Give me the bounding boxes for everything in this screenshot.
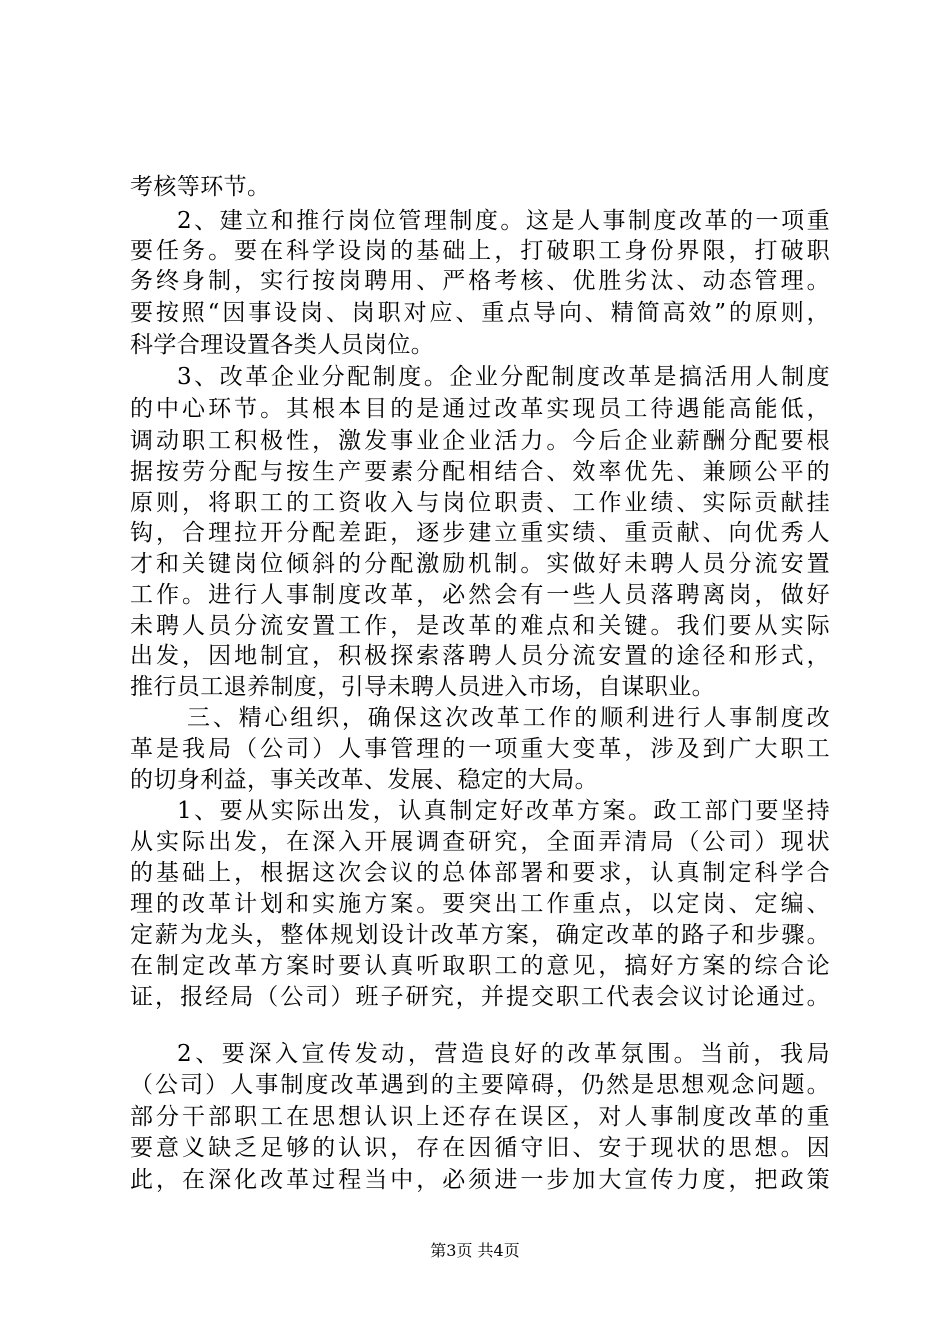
text-line: 工作。进行人事制度改革，必然会有一些人员落聘离岗，做好 xyxy=(130,582,830,608)
text-line: 的中心环节。其根本目的是通过改革实现员工待遇能高能低， xyxy=(130,396,830,422)
text-line: 证，报经局（公司）班子研究，并提交职工代表会议讨论通过。 xyxy=(130,984,830,1010)
page-footer: 第3页 共4页 xyxy=(430,1241,520,1260)
text-line: 3、改革企业分配制度。企业分配制度改革是搞活用人制度 xyxy=(177,364,830,390)
text-line: 2、要深入宣传发动，营造良好的改革氛围。当前，我局 xyxy=(177,1041,830,1067)
text-line: 部分干部职工在思想认识上还存在误区，对人事制度改革的重 xyxy=(130,1104,830,1130)
text-line: 的基础上，根据这次会议的总体部署和要求，认真制定科学合 xyxy=(130,860,830,886)
text-line: 革是我局（公司）人事管理的一项重大变革，涉及到广大职工 xyxy=(130,736,830,762)
text-line: 此，在深化改革过程当中，必须进一步加大宣传力度，把政策 xyxy=(130,1167,830,1193)
text-line: 未聘人员分流安置工作，是改革的难点和关键。我们要从实际 xyxy=(130,613,830,639)
text-line: 要任务。要在科学设岗的基础上，打破职工身份界限，打破职 xyxy=(130,238,830,264)
text-line: （公司）人事制度改革遇到的主要障碍，仍然是思想观念问题。 xyxy=(130,1072,830,1098)
text-line: 据按劳分配与按生产要素分配相结合、效率优先、兼顾公平的 xyxy=(130,459,830,485)
text-line: 才和关键岗位倾斜的分配激励机制。实做好未聘人员分流安置 xyxy=(130,551,830,577)
text-line: 理的改革计划和实施方案。要突出工作重点，以定岗、定编、 xyxy=(130,891,830,917)
text-line: 科学合理设置各类人员岗位。 xyxy=(130,332,435,358)
text-line: 定薪为龙头，整体规划设计改革方案，确定改革的路子和步骤。 xyxy=(130,922,830,948)
text-line: 务终身制，实行按岗聘用、严格考核、优胜劣汰、动态管理。 xyxy=(130,268,830,294)
text-line: 调动职工积极性，激发事业企业活力。今后企业薪酬分配要根 xyxy=(130,428,830,454)
text-line: 2、建立和推行岗位管理制度。这是人事制度改革的一项重 xyxy=(177,208,830,234)
text-line: 要意义缺乏足够的认识，存在因循守旧、安于现状的思想。因 xyxy=(130,1135,830,1161)
text-line: 钩，合理拉开分配差距，逐步建立重实绩、重贡献、向优秀人 xyxy=(130,520,830,546)
text-line: 要按照“因事设岗、岗职对应、重点导向、精简高效”的原则， xyxy=(130,300,830,326)
text-line: 从实际出发，在深入开展调查研究，全面弄清局（公司）现状 xyxy=(130,829,830,855)
text-line: 在制定改革方案时要认真听取职工的意见，搞好方案的综合论 xyxy=(130,953,830,979)
text-line: 的切身利益，事关改革、发展、稳定的大局。 xyxy=(130,767,598,793)
text-line: 1、要从实际出发，认真制定好改革方案。政工部门要坚持 xyxy=(177,798,830,824)
text-line: 出发，因地制宜，积极探索落聘人员分流安置的途径和形式， xyxy=(130,643,830,669)
text-line: 原则，将职工的工资收入与岗位职责、工作业绩、实际贡献挂 xyxy=(130,490,830,516)
text-line: 考核等环节。 xyxy=(130,174,271,200)
text-line: 推行员工退养制度，引导未聘人员进入市场，自谋职业。 xyxy=(130,674,715,700)
text-line: 三、精心组织，确保这次改革工作的顺利进行人事制度改 xyxy=(187,705,830,731)
